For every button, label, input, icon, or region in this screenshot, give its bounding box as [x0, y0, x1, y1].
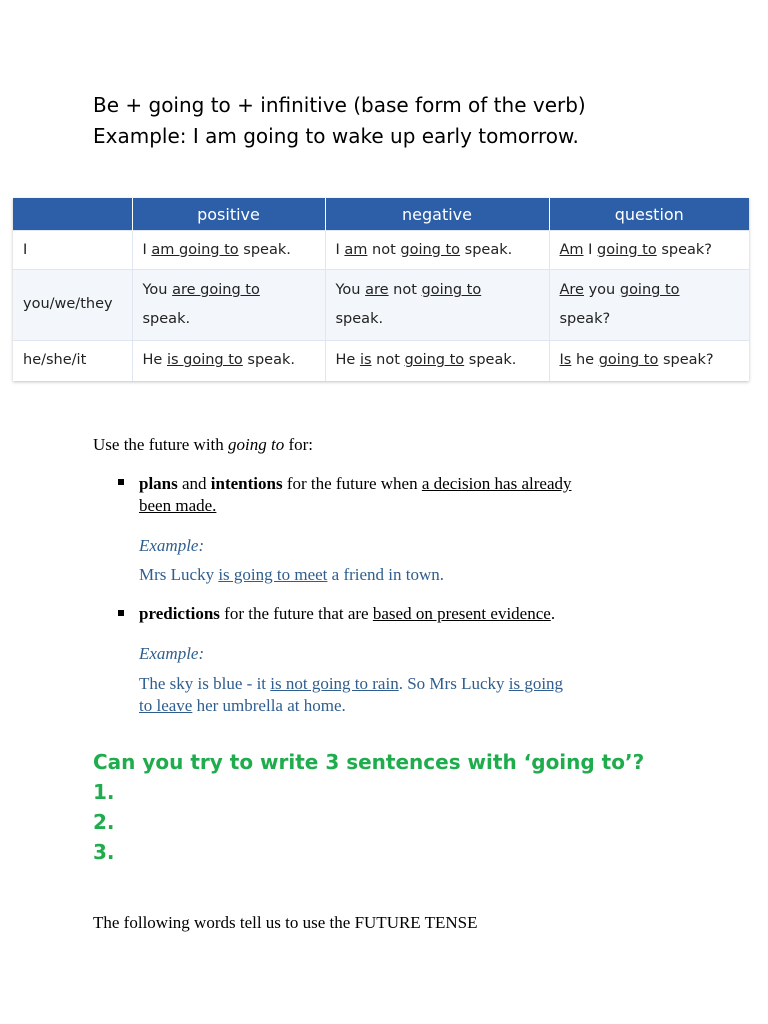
bullet-plans: plans and intentions for the future when a decision has already [139, 474, 572, 493]
subject-cell: I [13, 231, 132, 270]
positive-cell: You are going to speak. [132, 270, 325, 341]
table-header-row [13, 198, 749, 231]
example-label: Example: [139, 536, 205, 555]
conjugation-table [13, 198, 749, 381]
bullet-plans-continued: been made. [139, 496, 217, 515]
negative-cell: You are not going to speak. [325, 270, 549, 341]
bullet-predictions: predictions for the future that are based on present evidence. [139, 604, 556, 623]
question-cell: Am I going to speak? [549, 231, 749, 270]
header-negative: negative [325, 198, 549, 231]
exercise-number-2: 2. [93, 810, 115, 834]
table-row [13, 231, 749, 270]
negative-cell: I am not going to speak. [325, 231, 549, 270]
negative-cell: He is not going to speak. [325, 340, 549, 381]
exercise-prompt: Can you try to write 3 sentences with ‘going to’? [93, 750, 645, 774]
example-sentence-predictions: The sky is blue - it is not going to rain. So Mrs Lucky is going [139, 674, 564, 693]
question-cell: Are you going to speak? [549, 270, 749, 341]
header-question: question [549, 198, 749, 231]
rule-example: Example: I am going to wake up early tomorrow. [93, 124, 579, 148]
table-row [13, 270, 749, 341]
rule-heading [93, 90, 586, 152]
bullet-square-icon [118, 479, 124, 485]
footer-text: The following words tell us to use the FUTURE TENSE [93, 913, 478, 932]
rule-formula: Be + going to + infinitive (base form of the verb) [93, 93, 586, 117]
subject-cell: you/we/they [13, 270, 132, 341]
bullet-square-icon [118, 610, 124, 616]
exercise-number-3: 3. [93, 840, 115, 864]
example-sentence-predictions-continued: to leave her umbrella at home. [139, 696, 346, 715]
positive-cell: He is going to speak. [132, 340, 325, 381]
exercise-number-1: 1. [93, 780, 115, 804]
usage-intro: Use the future with going to for: [93, 435, 314, 454]
subject-cell: he/she/it [13, 340, 132, 381]
question-cell: Is he going to speak? [549, 340, 749, 381]
table-row [13, 340, 749, 381]
positive-cell: I am going to speak. [132, 231, 325, 270]
header-empty [13, 198, 132, 231]
conjugation-table-wrapper [13, 198, 749, 381]
example-sentence-plans: Mrs Lucky is going to meet a friend in town. [139, 565, 445, 584]
header-positive: positive [132, 198, 325, 231]
example-label: Example: [139, 644, 205, 663]
